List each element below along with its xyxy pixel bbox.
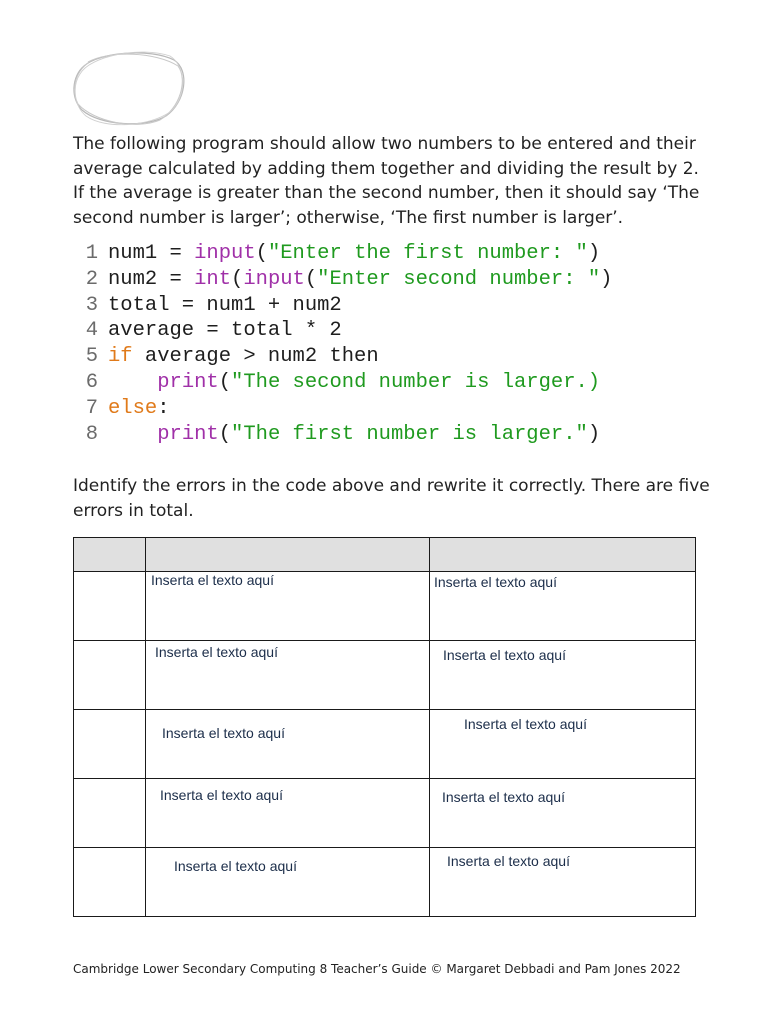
placeholder-text[interactable]: Inserta el texto aquí — [464, 716, 587, 732]
correction-cell[interactable] — [430, 848, 696, 917]
row-number-cell[interactable] — [74, 572, 146, 641]
line-number: 3 — [85, 293, 98, 317]
placeholder-text[interactable]: Inserta el texto aquí — [151, 572, 274, 588]
code-token: : — [157, 396, 170, 420]
code-token: print — [157, 422, 219, 446]
code-token: "Enter the first number: " — [267, 242, 588, 265]
code-token: "The second number is larger.) — [231, 370, 601, 394]
page-footer: Cambridge Lower Secondary Computing 8 Teacher’s Guide © Margaret Debbadi and Pam Jones 2022 — [73, 962, 681, 976]
placeholder-text[interactable]: Inserta el texto aquí — [443, 647, 566, 663]
line-number: 8 — [85, 422, 98, 446]
table-row — [74, 779, 696, 848]
code-token: else — [108, 396, 158, 420]
row-number-cell[interactable] — [74, 710, 146, 779]
code-token: num1 = — [108, 242, 195, 265]
table-row — [74, 572, 696, 641]
placeholder-text[interactable]: Inserta el texto aquí — [174, 858, 297, 874]
correction-cell[interactable] — [430, 710, 696, 779]
code-token — [108, 423, 157, 446]
code-line — [80, 267, 612, 293]
code-token: input — [194, 242, 256, 265]
code-token: ( — [218, 422, 232, 446]
scribble-doodle — [70, 46, 188, 128]
code-token: ( — [231, 267, 244, 291]
placeholder-text[interactable]: Inserta el texto aquí — [442, 789, 565, 805]
placeholder-text[interactable]: Inserta el texto aquí — [162, 725, 285, 741]
answer-table — [73, 537, 696, 917]
error-cell[interactable] — [146, 848, 430, 917]
code-token: if — [108, 345, 133, 369]
code-token: ( — [255, 242, 268, 265]
code-token: ) — [600, 267, 613, 291]
line-number: 7 — [85, 396, 98, 420]
error-cell[interactable] — [146, 572, 430, 641]
code-token: num2 = — [108, 267, 195, 291]
instruction-paragraph: Identify the errors in the code above and rewrite it correctly. There are five errors in total. — [73, 476, 710, 521]
code-token: average > num2 then — [132, 345, 379, 369]
code-line — [80, 422, 612, 448]
code-line — [80, 370, 612, 396]
code-token: "The first number is larger." — [231, 422, 588, 446]
code-token: "Enter second number: " — [317, 267, 601, 291]
table-row — [74, 641, 696, 710]
error-cell[interactable] — [146, 710, 430, 779]
correction-cell[interactable] — [430, 572, 696, 641]
code-token — [108, 371, 157, 394]
intro-paragraph: The following program should allow two numbers to be entered and their average calculated by adding them together and dividing the result by 2. If the average is greater than the second number, then it should say ‘The second number is larger’; otherwise, ‘The first number is larger’. — [73, 134, 700, 228]
line-number: 2 — [85, 267, 98, 291]
code-token: print — [157, 370, 219, 394]
row-number-cell[interactable] — [74, 641, 146, 710]
table-row — [74, 710, 696, 779]
code-token: ( — [304, 267, 318, 291]
line-number: 5 — [85, 345, 98, 369]
row-number-cell[interactable] — [74, 848, 146, 917]
line-number: 1 — [85, 242, 98, 265]
code-line — [80, 396, 612, 422]
code-token: ) — [587, 422, 601, 446]
correction-cell[interactable] — [430, 779, 696, 848]
code-line — [80, 241, 612, 267]
error-cell[interactable] — [146, 779, 430, 848]
placeholder-text[interactable]: Inserta el texto aquí — [160, 787, 283, 803]
table-row — [74, 848, 696, 917]
header-cell-3 — [430, 538, 696, 572]
code-token: int — [194, 267, 232, 291]
table-header-row — [74, 538, 696, 572]
row-number-cell[interactable] — [74, 779, 146, 848]
code-token: input — [243, 267, 305, 291]
code-token: ) — [587, 242, 601, 265]
line-number: 6 — [85, 370, 98, 394]
code-token: total = num1 + num2 — [108, 293, 342, 317]
code-line — [80, 318, 612, 344]
header-cell-1 — [74, 538, 146, 572]
header-cell-2 — [146, 538, 430, 572]
correction-cell[interactable] — [430, 641, 696, 710]
placeholder-text[interactable]: Inserta el texto aquí — [434, 574, 557, 590]
code-token: ( — [218, 370, 232, 394]
code-listing — [80, 241, 612, 447]
line-number: 4 — [85, 319, 98, 343]
placeholder-text[interactable]: Inserta el texto aquí — [447, 853, 570, 869]
code-token: average = total * 2 — [108, 319, 342, 343]
error-cell[interactable] — [146, 641, 430, 710]
code-line — [80, 344, 612, 370]
placeholder-text[interactable]: Inserta el texto aquí — [155, 644, 278, 660]
code-line — [80, 293, 612, 319]
